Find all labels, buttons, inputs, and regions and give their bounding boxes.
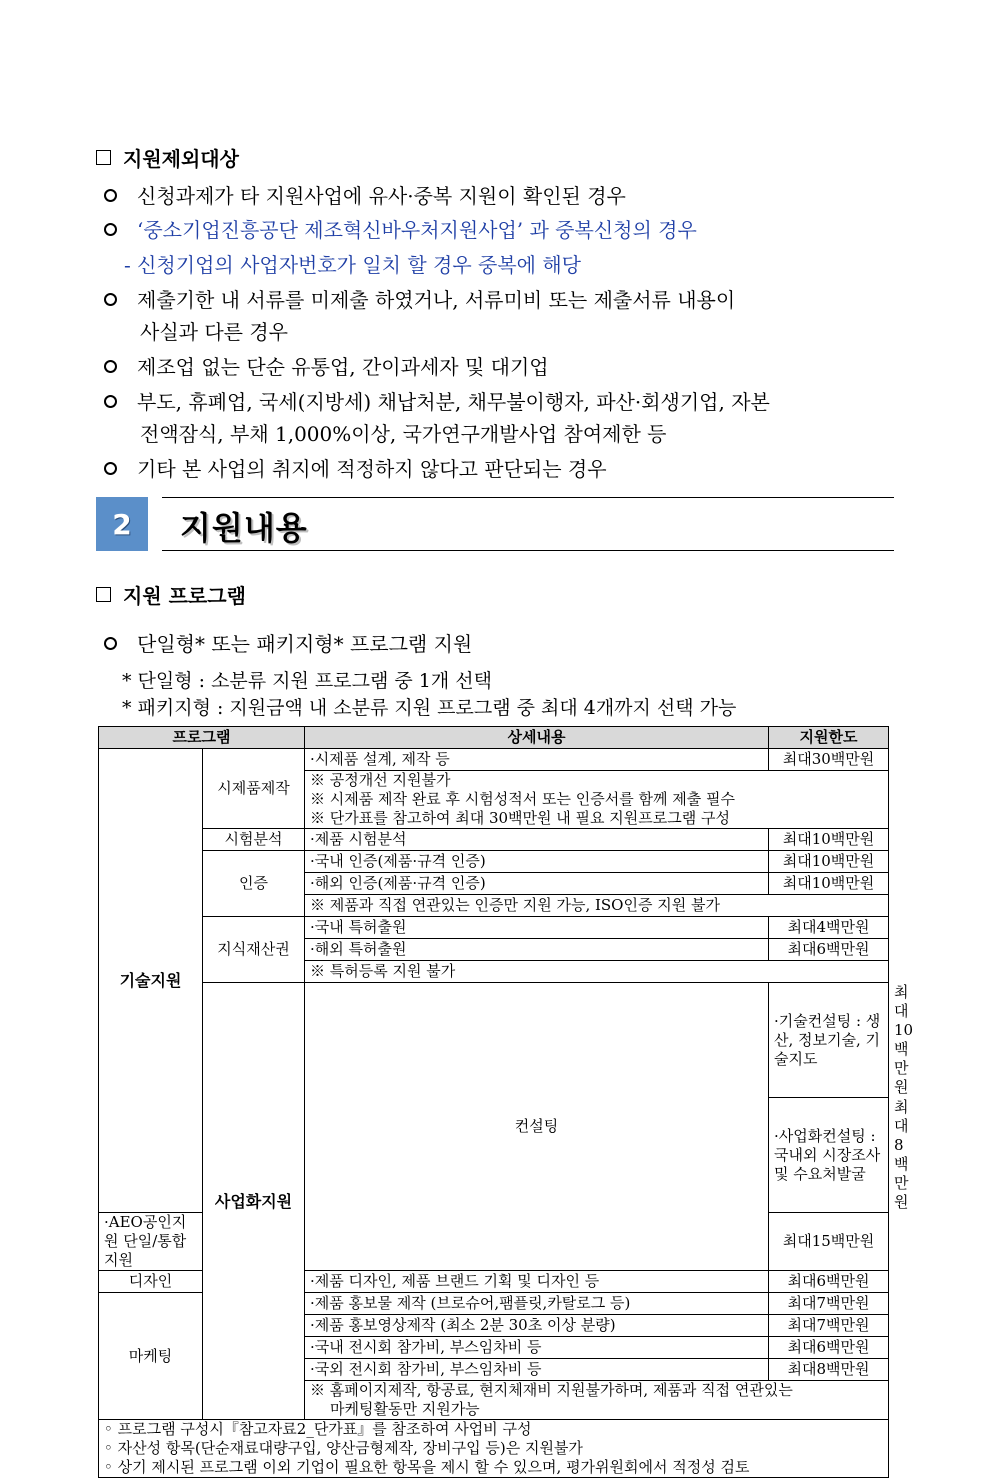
detail-cell: ·해외 인증(제품·규격 인증): [305, 873, 769, 895]
detail-cell: ·사업화컨설팅 : 국내외 시장조사 및 수요처발굴: [769, 1098, 889, 1213]
circle-bullet-icon: [104, 462, 117, 475]
detail-cell: ·제품 시험분석: [305, 829, 769, 851]
exclusion-item-4: 제조업 없는 단순 유통업, 간이과세자 및 대기업: [104, 351, 549, 380]
amount-cell: 최대30백만원: [769, 749, 889, 771]
table-footer-row: [99, 1420, 889, 1478]
exclusion-item-3: 제출기한 내 서류를 미제출 하였거나, 서류미비 또는 제출서류 내용이: [104, 284, 896, 313]
amount-cell: 최대8백만원: [769, 1359, 889, 1381]
detail-cell: ·기술컨설팅 : 생산, 정보기술, 기술지도: [769, 983, 889, 1098]
detail-cell: ·국내 특허출원: [305, 917, 769, 939]
category-biz: 사업화지원: [203, 983, 305, 1420]
circle-bullet-icon: [104, 637, 117, 650]
exclusion-heading: 지원제외대상: [96, 143, 239, 172]
sub-consult: 컨설팅: [305, 983, 769, 1271]
amount-cell: 최대6백만원: [769, 1271, 889, 1293]
detail-cell: ·국내 전시회 참가비, 부스임차비 등: [305, 1337, 769, 1359]
sub-design: 디자인: [99, 1271, 203, 1293]
note-cell: ※ 홈페이지제작, 항공료, 현지체재비 지원불가하며, 제품과 직접 연관있는 마케팅활동만 지원가능: [305, 1381, 889, 1420]
section-top-rule: [162, 497, 894, 498]
program-heading: 지원 프로그램: [96, 580, 246, 609]
table-header-row: [99, 727, 889, 749]
section-bottom-rule: [162, 550, 894, 551]
table-row: [99, 749, 889, 771]
detail-cell: ·해외 특허출원: [305, 939, 769, 961]
sub-ip: 지식재산권: [203, 917, 305, 983]
detail-cell: ·국외 전시회 참가비, 부스임차비 등: [305, 1359, 769, 1381]
amount-cell: 최대10백만원: [769, 851, 889, 873]
exclusion-item-5: 부도, 휴폐업, 국세(지방세) 채납처분, 채무불이행자, 파산·회생기업, 자본: [104, 386, 770, 415]
amount-cell: 최대10백만원: [769, 873, 889, 895]
exclusion-item-2-sub: - 신청기업의 사업자번호가 일치 할 경우 중복에 해당: [124, 253, 581, 277]
header-limit: 지원한도: [769, 727, 889, 749]
amount-cell: 최대6백만원: [769, 939, 889, 961]
checkbox-square-icon: [96, 150, 111, 165]
circle-bullet-icon: [104, 223, 117, 236]
amount-cell: 최대10백만원: [769, 829, 889, 851]
amount-cell: 최대7백만원: [769, 1293, 889, 1315]
note-cell: ※ 제품과 직접 연관있는 인증만 지원 가능, ISO인증 지원 불가: [305, 895, 889, 917]
detail-cell: ·제품 디자인, 제품 브랜드 기획 및 디자인 등: [305, 1271, 769, 1293]
table-row: ·사업화컨설팅 : 국내외 시장조사 및 수요처발굴 최대8백만원: [99, 1098, 889, 1213]
sub-prototype: 시제품제작: [203, 749, 305, 829]
section-title: 지원내용: [180, 509, 308, 547]
program-note-2: * 패키지형 : 지원금액 내 소분류 지원 프로그램 중 최대 4개까지 선택 가능: [122, 697, 737, 719]
program-table: [98, 726, 914, 1478]
amount-cell: 최대4백만원: [769, 917, 889, 939]
detail-cell: ·제품 홍보물 제작 (브로슈어,팸플릿,카탈로그 등): [305, 1293, 769, 1315]
detail-cell: ·시제품 설계, 제작 등: [305, 749, 769, 771]
checkbox-square-icon: [96, 587, 111, 602]
circle-bullet-icon: [104, 293, 117, 306]
category-tech: 기술지원: [99, 749, 203, 1213]
table-row: [99, 917, 889, 939]
header-detail: 상세내용: [305, 727, 769, 749]
sub-test: 시험분석: [203, 829, 305, 851]
program-bullet: 단일형* 또는 패키지형* 프로그램 지원: [104, 628, 472, 657]
circle-bullet-icon: [104, 360, 117, 373]
circle-bullet-icon: [104, 189, 117, 202]
detail-cell: ·제품 홍보영상제작 (최소 2분 30초 이상 분량): [305, 1315, 769, 1337]
program-note-1: * 단일형 : 소분류 지원 프로그램 중 1개 선택: [122, 670, 492, 692]
table-row: [99, 829, 889, 851]
circle-bullet-icon: [104, 395, 117, 408]
exclusion-item-1: 신청과제가 타 지원사업에 유사·중복 지원이 확인된 경우: [104, 180, 626, 209]
table-row: [99, 851, 889, 873]
detail-cell: ·AEO공인지원 단일/통합 지원: [99, 1213, 203, 1271]
exclusion-item-2: ‘중소기업진흥공단 제조혁신바우처지원사업’ 과 중복신청의 경우: [104, 214, 697, 243]
amount-cell: 최대6백만원: [769, 1337, 889, 1359]
note-cell: ※ 공정개선 지원불가 ※ 시제품 제작 완료 후 시험성적서 또는 인증서를 함께 제출 필수 ※ 단가표를 참고하여 최대 30백만원 내 필요 지원프로그램 구성: [305, 771, 889, 829]
sub-marketing: 마케팅: [99, 1293, 203, 1420]
header-program: 프로그램: [99, 727, 305, 749]
sub-cert: 인증: [203, 851, 305, 917]
exclusion-item-3-cont: 사실과 다른 경우: [140, 320, 288, 344]
table-row: 사업화지원 컨설팅 ·기술컨설팅 : 생산, 정보기술, 기술지도 최대10백만원: [99, 983, 889, 1098]
note-cell: ※ 특허등록 지원 불가: [305, 961, 889, 983]
section-number-badge: 2: [96, 497, 148, 551]
exclusion-item-6: 기타 본 사업의 취지에 적정하지 않다고 판단되는 경우: [104, 453, 607, 482]
footer-notes: ◦ 프로그램 구성시『참고자료2_단가표』를 참조하여 사업비 구성 ◦ 자산성 항목(단순재료대량구입, 양산금형제작, 장비구입 등)은 지원불가 ◦ 상기 제시된 프로그램 이외 기업이 필요한 항목을 제시 할 수 있으며, 평가위원회에서 적정성 검토: [99, 1420, 889, 1478]
amount-cell: 최대15백만원: [769, 1213, 889, 1271]
detail-cell: ·국내 인증(제품·규격 인증): [305, 851, 769, 873]
exclusion-item-5-cont: 전액잠식, 부채 1,000%이상, 국가연구개발사업 참여제한 등: [140, 422, 667, 446]
amount-cell: 최대7백만원: [769, 1315, 889, 1337]
